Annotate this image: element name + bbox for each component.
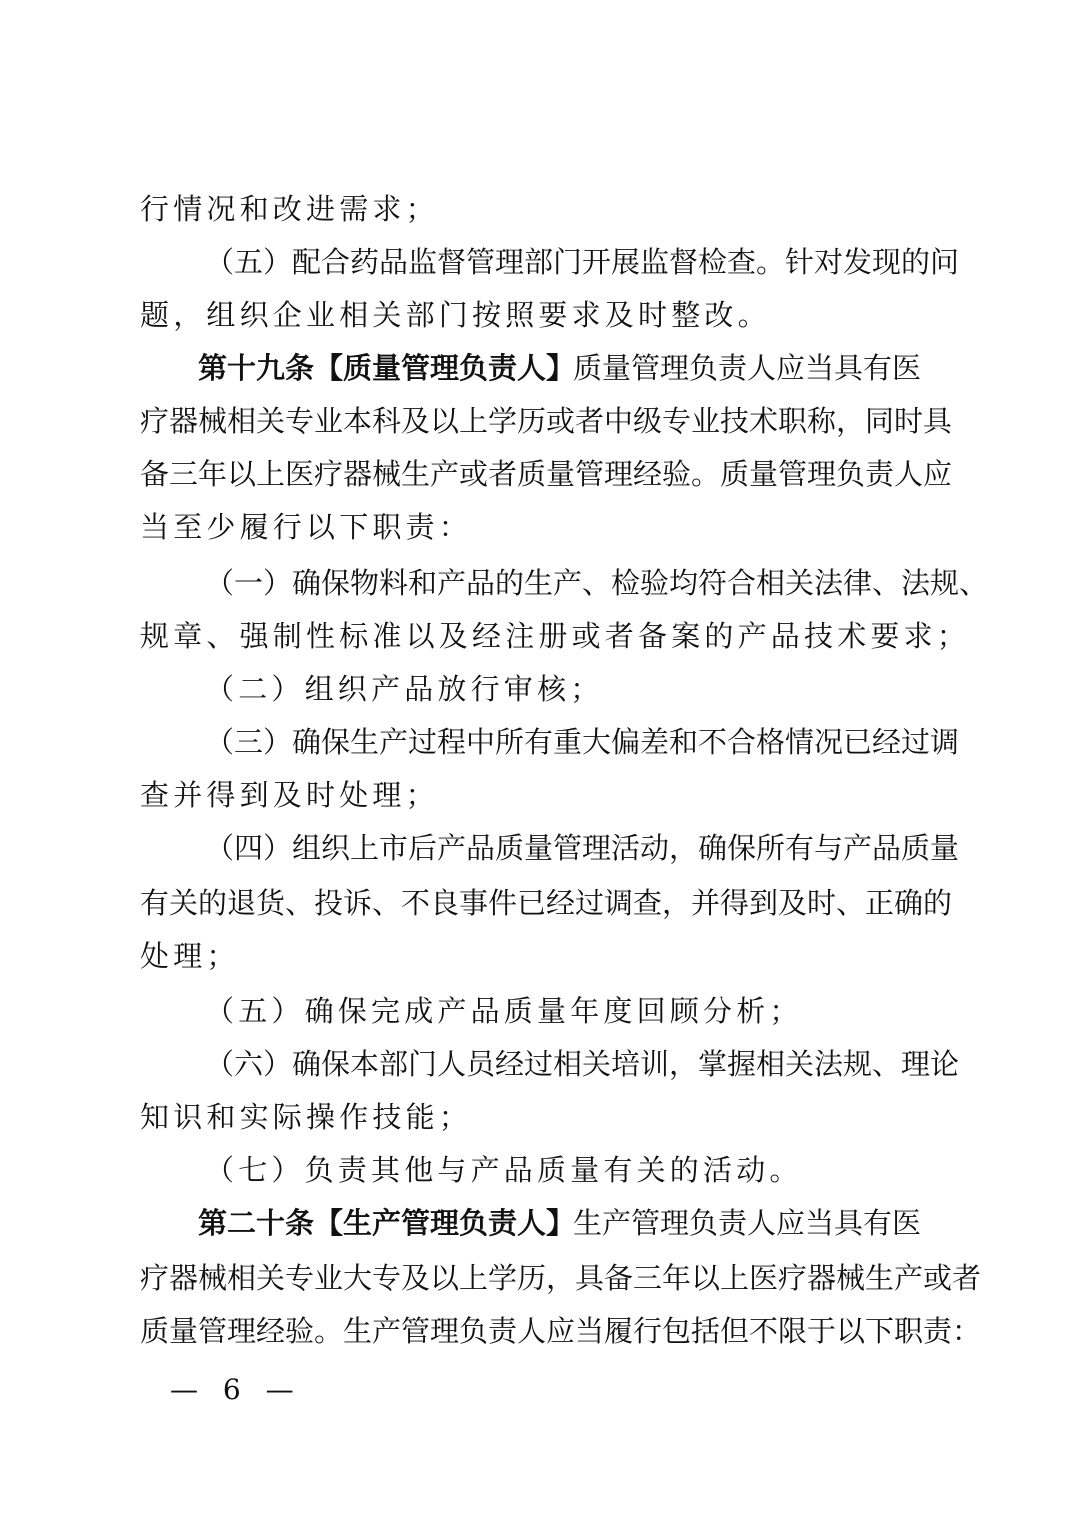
text-line: （二）组织产品放行审核；: [205, 672, 604, 706]
text-line: 知识和实际操作技能；: [140, 1100, 473, 1134]
article-19-heading: 第十九条【质量管理负责人】: [198, 351, 576, 385]
text-line: 查并得到及时处理；: [140, 778, 439, 812]
article-20-line: [198, 1197, 940, 1249]
text-line: 处理；: [140, 939, 240, 973]
text-line: 行情况和改进需求；: [140, 192, 439, 226]
text-line: （四）组织上市后产品质量管理活动，确保所有与产品质量: [205, 831, 960, 865]
article-19-line: [198, 342, 940, 394]
text-line: 备三年以上医疗器械生产或者质量管理经验。质量管理负责人应: [140, 457, 953, 491]
text-line: 有关的退货、投诉、不良事件已经过调查，并得到及时、正确的: [140, 886, 953, 920]
text-line: 规章、强制性标准以及经注册或者备案的产品技术要求；: [140, 619, 971, 653]
article-20-heading: 第二十条【生产管理负责人】: [198, 1206, 576, 1240]
text-line: 题，组织企业相关部门按照要求及时整改。: [140, 298, 771, 332]
text-line: （五）配合药品监督管理部门开展监督检查。针对发现的问: [205, 245, 960, 279]
text-line: 当至少履行以下职责：: [140, 510, 473, 544]
text-line: （七）负责其他与产品质量有关的活动。: [205, 1153, 803, 1187]
text-line: 生产管理负责人应当具有医: [573, 1206, 922, 1240]
text-line: 疗器械相关专业本科及以上学历或者中级专业技术职称，同时具: [140, 404, 953, 438]
page-number: — 6 —: [170, 1373, 302, 1406]
text-line: 质量管理经验。生产管理负责人应当履行包括但不限于以下职责：: [140, 1314, 982, 1348]
text-line: 疗器械相关专业大专及以上学历，具备三年以上医疗器械生产或者: [140, 1261, 982, 1295]
text-line: （六）确保本部门人员经过相关培训，掌握相关法规、理论: [205, 1047, 960, 1081]
text-line: （一）确保物料和产品的生产、检验均符合相关法律、法规、: [205, 566, 989, 600]
text-line: 质量管理负责人应当具有医: [573, 351, 922, 385]
text-line: （五）确保完成产品质量年度回顾分析；: [205, 994, 803, 1028]
text-line: （三）确保生产过程中所有重大偏差和不合格情况已经过调: [205, 725, 960, 759]
